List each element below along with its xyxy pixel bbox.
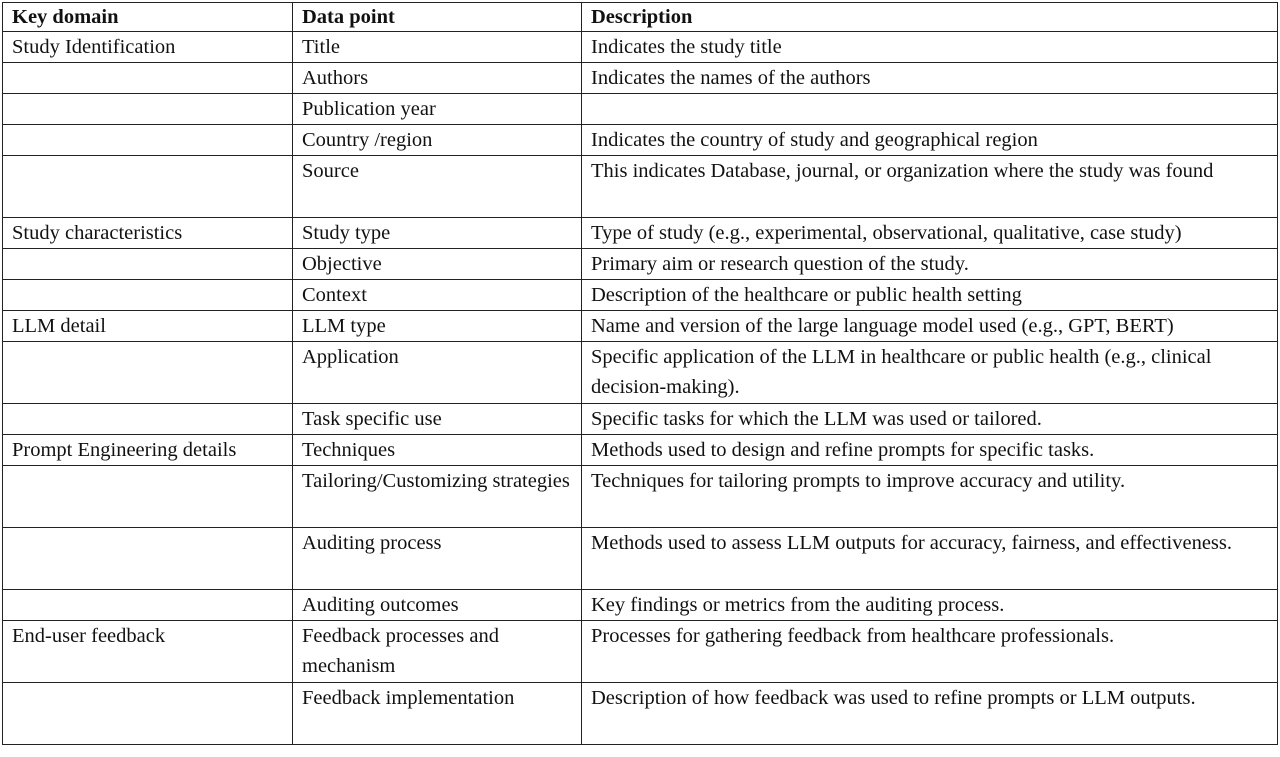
table-row <box>3 435 1278 466</box>
description-cell: Key findings or metrics from the auditing process. <box>582 590 1278 621</box>
key-domain-cell <box>3 94 293 125</box>
key-domain-cell <box>3 63 293 94</box>
description-cell: Methods used to design and refine prompts for specific tasks. <box>582 435 1278 466</box>
table-row <box>3 683 1278 745</box>
data-point-cell: Feedback implementation <box>293 683 582 745</box>
table-row <box>3 342 1278 404</box>
key-domain-cell <box>3 590 293 621</box>
header-key-domain: Key domain <box>3 3 293 32</box>
key-domain-cell <box>3 280 293 311</box>
description-cell: Techniques for tailoring prompts to improve accuracy and utility. <box>582 466 1278 528</box>
description-cell: Specific application of the LLM in healthcare or public health (e.g., clinical decision-making). <box>582 342 1278 404</box>
data-point-cell: Tailoring/Customizing strategies <box>293 466 582 528</box>
table-row <box>3 249 1278 280</box>
key-domain-cell <box>3 466 293 528</box>
description-cell <box>582 94 1278 125</box>
key-domain-cell <box>3 683 293 745</box>
data-point-cell: Country /region <box>293 125 582 156</box>
table-row <box>3 590 1278 621</box>
data-point-cell: Source <box>293 156 582 218</box>
description-cell: Specific tasks for which the LLM was used or tailored. <box>582 404 1278 435</box>
description-cell: Methods used to assess LLM outputs for accuracy, fairness, and effectiveness. <box>582 528 1278 590</box>
description-cell: This indicates Database, journal, or organization where the study was found <box>582 156 1278 218</box>
data-point-cell: Auditing process <box>293 528 582 590</box>
data-point-cell: Objective <box>293 249 582 280</box>
table-header <box>3 3 1278 32</box>
data-point-cell: Task specific use <box>293 404 582 435</box>
table-row <box>3 404 1278 435</box>
data-point-cell: Title <box>293 32 582 63</box>
data-point-cell: LLM type <box>293 311 582 342</box>
description-cell: Indicates the names of the authors <box>582 63 1278 94</box>
description-cell: Description of the healthcare or public health setting <box>582 280 1278 311</box>
table-row <box>3 280 1278 311</box>
data-point-cell: Techniques <box>293 435 582 466</box>
description-cell: Name and version of the large language model used (e.g., GPT, BERT) <box>582 311 1278 342</box>
data-point-cell: Authors <box>293 63 582 94</box>
key-domain-cell: End-user feedback <box>3 621 293 683</box>
table-body <box>3 32 1278 745</box>
table-row <box>3 621 1278 683</box>
data-point-cell: Publication year <box>293 94 582 125</box>
key-domain-cell: Study Identification <box>3 32 293 63</box>
table-row <box>3 94 1278 125</box>
data-extraction-table <box>2 2 1278 745</box>
key-domain-cell <box>3 528 293 590</box>
table-row <box>3 528 1278 590</box>
key-domain-cell <box>3 125 293 156</box>
key-domain-cell <box>3 249 293 280</box>
table-row <box>3 63 1278 94</box>
description-cell: Primary aim or research question of the study. <box>582 249 1278 280</box>
table-row <box>3 125 1278 156</box>
data-point-cell: Study type <box>293 218 582 249</box>
key-domain-cell <box>3 404 293 435</box>
key-domain-cell: Study characteristics <box>3 218 293 249</box>
table-row <box>3 311 1278 342</box>
key-domain-cell <box>3 342 293 404</box>
key-domain-cell: Prompt Engineering details <box>3 435 293 466</box>
key-domain-cell <box>3 156 293 218</box>
table-row <box>3 32 1278 63</box>
description-cell: Indicates the country of study and geographical region <box>582 125 1278 156</box>
description-cell: Indicates the study title <box>582 32 1278 63</box>
data-point-cell: Application <box>293 342 582 404</box>
header-data-point: Data point <box>293 3 582 32</box>
header-description: Description <box>582 3 1278 32</box>
data-point-cell: Context <box>293 280 582 311</box>
table-row <box>3 218 1278 249</box>
data-point-cell: Feedback processes and mechanism <box>293 621 582 683</box>
description-cell: Description of how feedback was used to refine prompts or LLM outputs. <box>582 683 1278 745</box>
key-domain-cell: LLM detail <box>3 311 293 342</box>
description-cell: Processes for gathering feedback from healthcare professionals. <box>582 621 1278 683</box>
description-cell: Type of study (e.g., experimental, observational, qualitative, case study) <box>582 218 1278 249</box>
table-row <box>3 466 1278 528</box>
data-point-cell: Auditing outcomes <box>293 590 582 621</box>
header-row <box>3 3 1278 32</box>
table-row <box>3 156 1278 218</box>
